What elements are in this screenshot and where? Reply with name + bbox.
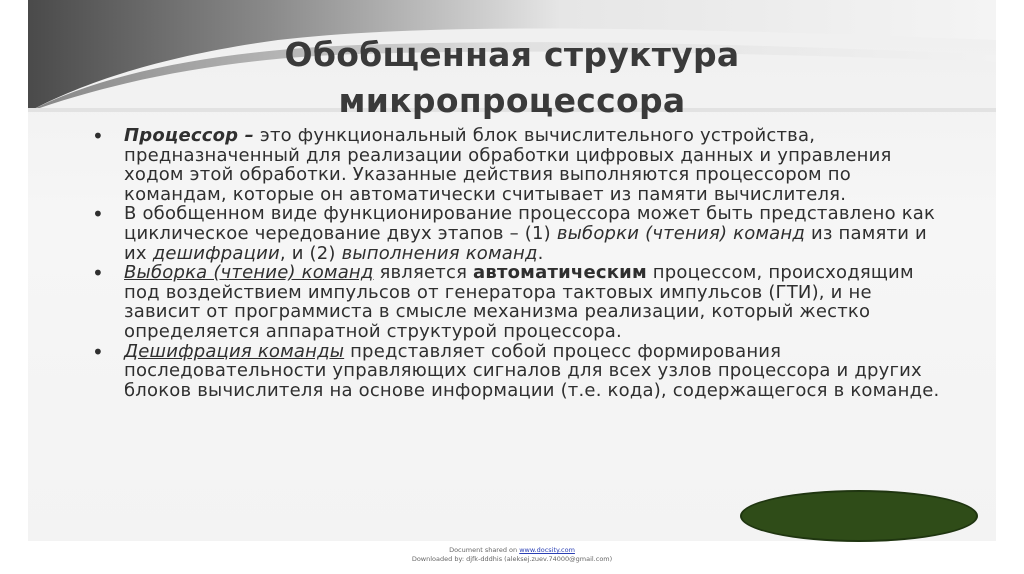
bullet-item-cycle [90, 204, 950, 263]
bullet-item-processor [90, 126, 950, 204]
term-decode-heading: Дешифрация команды [124, 340, 345, 362]
bullet-text: В обобщенном виде функционирование процессора может быть представлено как циклическое чередование двух этапов – (1) [124, 203, 936, 244]
bullet-list [90, 126, 950, 400]
term-fetch: выборки (чтения) команд [556, 222, 806, 244]
bullet-dot-icon: • [92, 124, 104, 148]
term-decode: дешифрации [152, 242, 280, 264]
term-processor: Процессор – [124, 125, 254, 146]
title-line-2: микропроцессора [338, 81, 686, 120]
bullet-text: процессом, происходящим под воздействием импульсов от генератора тактовых импульсов (ГТИ), и не зависит от программиста в смысле механизма реализации, который жестко определяется аппаратной структурой процессора. [124, 262, 914, 342]
title-line-1: Обобщенная структура [284, 35, 740, 74]
term-automatic: автоматическим [473, 262, 647, 284]
green-ellipse-shape [740, 490, 978, 542]
bullet-text: , и (2) [279, 242, 342, 264]
footer-downloaded: Downloaded by: djfk-dddhis (aleksej.zuev.74000@gmail.com) [411, 555, 613, 563]
bullet-text: представляет собой процесс формирования последовательности управляющих сигналов для всех узлов процессора и других блоков вычислителя на основе информации (т.е. кода), содержащегося в команде. [124, 340, 940, 401]
footer-shared [0, 546, 1024, 554]
docsity-link[interactable]: www.docsity.com [519, 546, 575, 554]
bullet-text: . [537, 242, 544, 264]
bullet-text: является [373, 262, 474, 284]
bullet-dot-icon: • [92, 261, 104, 286]
term-execute: выполнения команд [341, 242, 538, 264]
bullet-dot-icon: • [92, 339, 104, 364]
bullet-text: из памяти и их [124, 222, 927, 264]
bullet-item-fetch [90, 263, 950, 341]
bullet-dot-icon: • [92, 202, 104, 227]
footer-shared-prefix: Document shared on [449, 546, 520, 554]
slide-title [28, 32, 996, 124]
term-fetch-heading: Выборка (чтение) команд [124, 262, 374, 284]
slide [28, 0, 996, 541]
bullet-text: это функциональный блок вычислительного устройства, предназначенный для реализации обработки цифровых данных и управления ходом этой обработки. Указанные действия выполняются процессором по командам, которые он автоматически считывает из памяти вычислителя. [124, 125, 892, 205]
bullet-item-decode [90, 339, 950, 401]
